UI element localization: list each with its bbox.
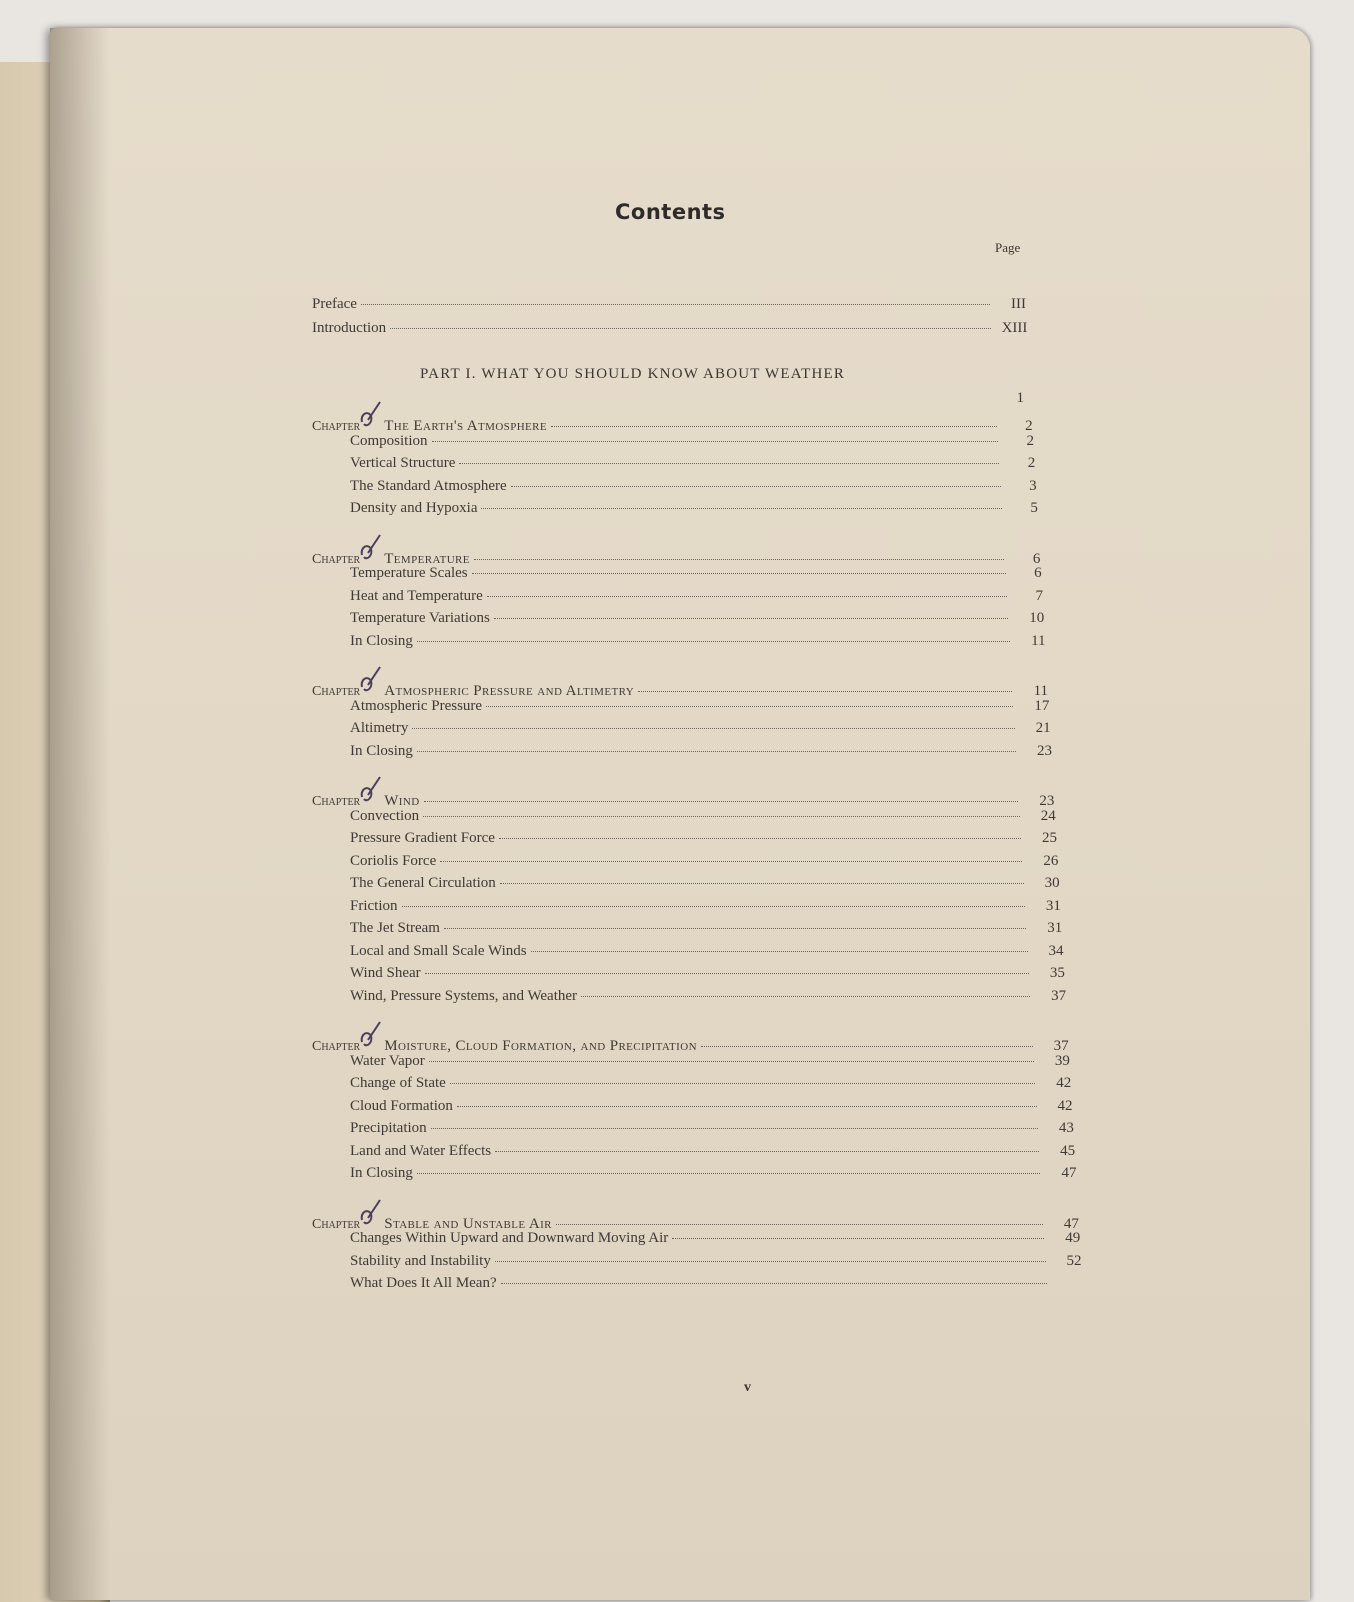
dot-leader — [440, 861, 1022, 862]
section-row — [350, 808, 1056, 830]
toc-entry-label: Precipitation — [350, 1120, 427, 1136]
chapter-row-2 — [312, 543, 1040, 565]
toc-entry-label: Composition — [350, 432, 428, 449]
toc-entry-label: Atmospheric Pressure — [350, 697, 483, 714]
toc-entry-label: Water Vapor — [350, 1052, 425, 1069]
page-gutter-shadow — [50, 28, 110, 1600]
section-row — [350, 1230, 1080, 1252]
dot-leader — [511, 486, 1001, 487]
dot-leader — [486, 706, 1013, 707]
section-row — [350, 1253, 1082, 1275]
section-row — [350, 698, 1049, 720]
dot-leader — [494, 618, 1008, 619]
toc-entry-page: 24 — [1040, 807, 1056, 824]
chapter-number-check — [362, 785, 378, 805]
page-folio: v — [744, 1380, 751, 1395]
dot-leader — [402, 906, 1025, 907]
section-row — [350, 830, 1057, 852]
chapter-word-label: Chapter — [312, 794, 361, 809]
section-row — [350, 1143, 1075, 1165]
section-row — [350, 565, 1042, 587]
section-row — [350, 478, 1037, 500]
toc-entry-label: Friction — [350, 897, 398, 914]
toc-entry-label: The Standard Atmosphere — [350, 477, 507, 494]
toc-entry-label: Changes Within Upward and Downward Moving Air — [350, 1230, 669, 1246]
chapter-row-1 — [312, 410, 1033, 432]
toc-entry-page: 3 — [1029, 477, 1037, 494]
toc-entry-label: What Does It All Mean? — [350, 1275, 497, 1291]
toc-entry-page: 42 — [1057, 1097, 1073, 1114]
toc-entry-label: Stability and Instability — [350, 1252, 491, 1269]
section-row — [350, 1275, 1083, 1297]
chapter-word-label: Chapter — [312, 551, 361, 567]
front-matter-row — [312, 320, 1027, 342]
dot-leader — [500, 883, 1024, 884]
dot-leader — [417, 1173, 1041, 1174]
toc-entry-page: 5 — [1030, 500, 1038, 516]
toc-entry-page: 11 — [1033, 683, 1049, 699]
chapter-word-label: Chapter — [312, 684, 361, 699]
section-row — [350, 1120, 1074, 1142]
toc-entry-label: Land and Water Effects — [350, 1142, 492, 1159]
section-row — [350, 610, 1044, 632]
chapter-title: Temperature — [384, 550, 470, 567]
chapter-number-check — [362, 410, 378, 430]
dot-leader — [472, 573, 1006, 574]
toc-entry-label: Preface — [312, 296, 357, 312]
part-heading: PART I. WHAT YOU SHOULD KNOW ABOUT WEATHER — [420, 366, 846, 382]
section-row — [350, 433, 1034, 455]
toc-entry-label: The Jet Stream — [350, 920, 440, 936]
section-row — [350, 1075, 1071, 1097]
section-row — [350, 943, 1064, 965]
toc-entry-page: 39 — [1054, 1052, 1070, 1069]
dot-leader — [432, 441, 998, 442]
dot-leader — [425, 973, 1029, 974]
toc-entry-page: 37 — [1053, 1038, 1069, 1054]
section-row — [350, 1053, 1070, 1075]
dot-leader — [556, 1224, 1043, 1225]
dot-leader — [495, 1261, 1046, 1262]
chapter-number-check — [362, 543, 378, 563]
toc-entry-label: Local and Small Scale Winds — [350, 942, 527, 959]
toc-entry-page: 52 — [1066, 1252, 1082, 1269]
toc-entry-page: 25 — [1042, 830, 1058, 846]
contents-page — [50, 28, 1310, 1600]
section-row — [350, 965, 1065, 987]
dot-leader — [638, 691, 1012, 692]
dot-leader — [429, 1061, 1034, 1062]
section-row — [350, 898, 1061, 920]
toc-entry-label: Pressure Gradient Force — [350, 830, 495, 846]
dot-leader — [412, 728, 1014, 729]
dot-leader — [424, 801, 1019, 802]
dot-leader — [450, 1083, 1035, 1084]
toc-entry-page: XIII — [1001, 320, 1028, 336]
chapter-title: Stable and Unstable Air — [384, 1215, 552, 1232]
toc-entry-page: 49 — [1065, 1230, 1081, 1246]
chapter-number-check — [362, 675, 378, 695]
toc-entry-label: Heat and Temperature — [350, 587, 483, 604]
chapter-title: Wind — [384, 793, 420, 809]
chapter-title: Atmospheric Pressure and Altimetry — [384, 683, 635, 699]
toc-entry-page: 30 — [1044, 875, 1060, 891]
toc-entry-page: 21 — [1035, 720, 1051, 736]
dot-leader — [551, 426, 997, 427]
toc-entry-page: 6 — [1034, 565, 1042, 581]
dot-leader — [501, 1283, 1047, 1284]
dot-leader — [417, 751, 1016, 752]
dot-leader — [499, 838, 1021, 839]
part-page: 1 — [1016, 390, 1024, 406]
section-row — [350, 633, 1046, 655]
section-row — [350, 743, 1052, 765]
toc-entry-page: 47 — [1061, 1165, 1077, 1181]
chapter-number-check — [362, 1030, 378, 1050]
toc-entry-label: Convection — [350, 807, 420, 824]
chapter-title: Moisture, Cloud Formation, and Precipitation — [384, 1038, 697, 1054]
section-row — [350, 500, 1038, 522]
dot-leader — [431, 1128, 1038, 1129]
toc-entry-page: 42 — [1056, 1075, 1072, 1091]
dot-leader — [417, 641, 1010, 642]
section-row — [350, 720, 1051, 742]
chapter-row-5 — [312, 1030, 1069, 1052]
toc-entry-label: Temperature Scales — [350, 565, 468, 581]
chapter-word-label: Chapter — [312, 419, 361, 434]
chapter-word-label: Chapter — [312, 1216, 361, 1232]
front-matter-row — [312, 296, 1026, 318]
chapter-number-check — [362, 1208, 378, 1228]
page-title: Contents — [615, 200, 726, 224]
chapter-word-label: Chapter — [312, 1039, 361, 1054]
section-row — [350, 920, 1062, 942]
toc-entry-label: Coriolis Force — [350, 852, 437, 869]
toc-entry-page: 6 — [1032, 550, 1041, 567]
dot-leader — [444, 928, 1026, 929]
dot-leader — [531, 951, 1028, 952]
toc-entry-label: Density and Hypoxia — [350, 500, 478, 516]
toc-entry-page: 47 — [1063, 1215, 1079, 1232]
part-page-number — [992, 390, 1032, 412]
dot-leader — [487, 596, 1007, 597]
toc-entry-label: In Closing — [350, 742, 413, 759]
chapter-row-4 — [312, 785, 1054, 807]
page-column-header: Page — [995, 240, 1021, 255]
dot-leader — [361, 304, 990, 305]
dot-leader — [495, 1151, 1039, 1152]
section-row — [350, 875, 1060, 897]
toc-entry-page: 26 — [1043, 852, 1059, 869]
toc-entry-page: 45 — [1060, 1142, 1076, 1159]
dot-leader — [390, 328, 991, 329]
toc-entry-label: Cloud Formation — [350, 1097, 453, 1114]
dot-leader — [423, 816, 1020, 817]
toc-entry-label: In Closing — [350, 632, 413, 649]
toc-entry-page: 23 — [1039, 793, 1055, 809]
toc-entry-page: 31 — [1047, 920, 1063, 936]
toc-entry-page: 7 — [1035, 587, 1043, 604]
toc-entry-label: Wind, Pressure Systems, and Weather — [350, 987, 578, 1004]
toc-entry-page: 43 — [1058, 1120, 1074, 1136]
toc-entry-page: 2 — [1027, 455, 1036, 471]
toc-entry-page: 11 — [1031, 632, 1046, 649]
chapter-row-3 — [312, 675, 1048, 697]
toc-entry-label: In Closing — [350, 1165, 413, 1181]
toc-entry-label: Altimetry — [350, 720, 409, 736]
toc-entry-label: Change of State — [350, 1075, 446, 1091]
toc-entry-label: The General Circulation — [350, 875, 496, 891]
section-row — [350, 853, 1058, 875]
section-row — [350, 988, 1066, 1010]
section-row — [350, 1098, 1073, 1120]
toc-entry-page: 2 — [1025, 418, 1033, 434]
section-row — [350, 588, 1043, 610]
dot-leader — [481, 508, 1001, 509]
toc-entry-label: Vertical Structure — [350, 455, 456, 471]
dot-leader — [672, 1238, 1044, 1239]
toc-entry-page: 37 — [1051, 987, 1067, 1004]
toc-entry-label: Temperature Variations — [350, 610, 490, 626]
toc-entry-page: 34 — [1048, 942, 1064, 959]
toc-entry-page: 35 — [1049, 965, 1065, 981]
toc-entry-page: III — [1011, 296, 1027, 312]
dot-leader — [581, 996, 1030, 997]
dot-leader — [459, 463, 999, 464]
toc-entry-page: 31 — [1045, 897, 1061, 914]
toc-entry-label: Wind Shear — [350, 965, 421, 981]
toc-entry-page: 10 — [1029, 610, 1045, 626]
chapter-row-6 — [312, 1208, 1079, 1230]
toc-entry-page: 2 — [1026, 432, 1034, 449]
dot-leader — [474, 559, 1004, 560]
dot-leader — [457, 1106, 1037, 1107]
section-row — [350, 455, 1035, 477]
toc-entry-page: 23 — [1036, 742, 1052, 759]
toc-entry-page: 17 — [1034, 697, 1050, 714]
chapter-title: The Earth's Atmosphere — [384, 418, 548, 434]
dot-leader — [701, 1046, 1033, 1047]
toc-entry-label: Introduction — [312, 320, 387, 336]
section-row — [350, 1165, 1076, 1187]
